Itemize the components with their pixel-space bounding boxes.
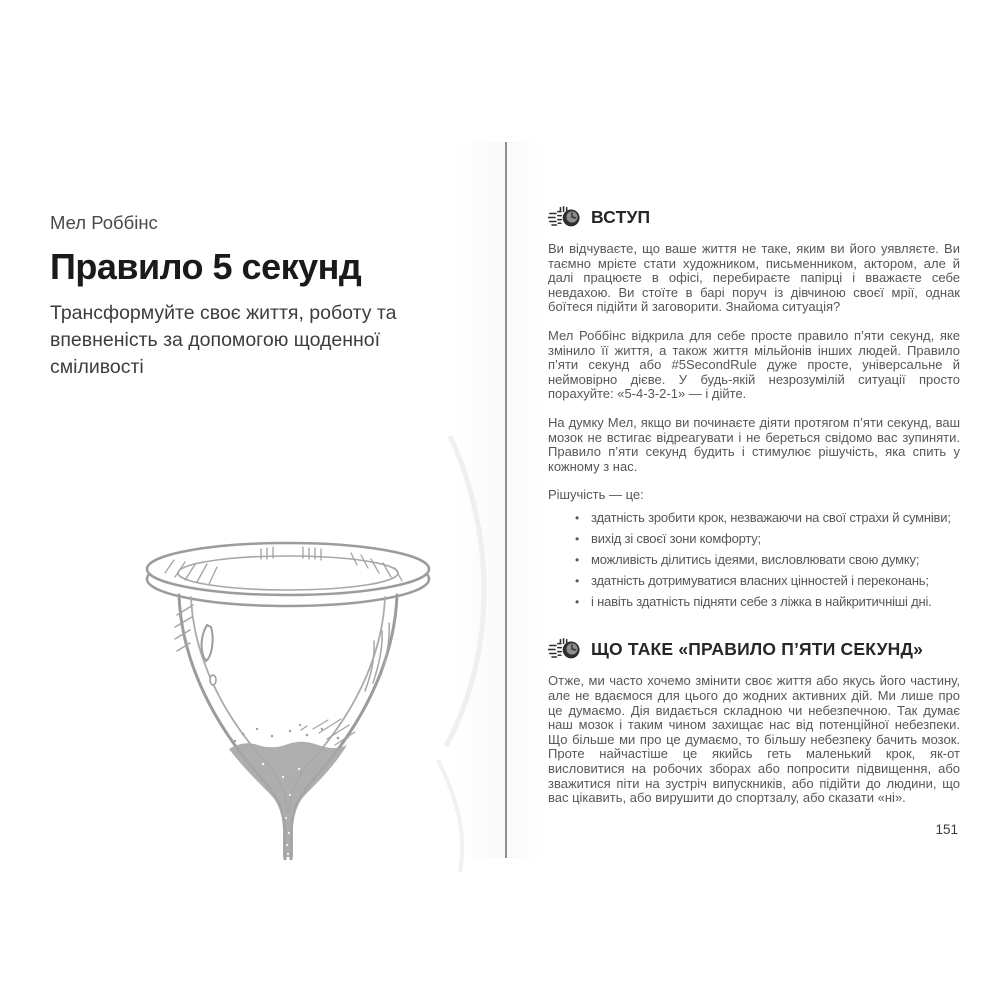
book-subtitle: Трансформуйте своє життя, роботу та впевненість за допомогою щоденної сміливості: [50, 301, 397, 378]
speeding-clock-icon: [548, 637, 580, 661]
left-page: [50, 212, 455, 381]
bullet-item: • вихід зі своєї зони комфорту;: [575, 532, 960, 547]
gutter-shade-right: [507, 142, 547, 858]
right-page: [548, 205, 960, 820]
bullet-item: • здатність дотримуватися власних цінностей і переконань;: [575, 574, 960, 589]
what-paragraph-1: Отже, ми часто хочемо змінити своє життя або якусь його частину, але не вдаємося для цього до жодних активних дій. Ми лише про це думаємо. Дія видається складною чи небезпечною. Так думає наш мозок і таким чином захищає нас від потенційної небезпеки. Що більше ми про це думаємо, то більшу небезпеку бачить мозок. Проте найчастіше це якийсь геть маленький крок, як-от висловитися на робочих зборах або попросити підвищення, або зважитися піти на зустріч випускників, або підійти до людини, що вас цікавить, або вирушити до спортзалу, або сказати «ні».: [548, 673, 960, 806]
intro-heading-label: ВСТУП: [591, 206, 651, 227]
bullet-item: • і навіть здатність підняти себе з ліжка в найкритичніші дні.: [575, 595, 960, 610]
decisiveness-bullet-list: [548, 511, 960, 610]
page-number: 151: [935, 822, 958, 837]
intro-paragraph-1: Ви відчуваєте, що ваше життя не таке, яким ви його уявляєте. Ви таємно мрієте стати художником, письменником, актором, але й далі працюєте в офісі, перебираєте папірці і вважаєте себе невдахою. Ви стоїте в барі поруч із дівчиною своєї мрії, однак боїтеся підійти й заговорити. Знайома ситуація?: [548, 241, 960, 315]
section-heading-intro: [548, 205, 960, 229]
bullet-item: • можливість ділитись ідеями, висловлювати свою думку;: [575, 553, 960, 568]
decisiveness-lead: Рішучість — це:: [548, 487, 644, 503]
bullet-item: • здатність зробити крок, незважаючи на свої страхи й сумніви;: [575, 511, 960, 526]
speeding-clock-icon: [548, 205, 580, 229]
intro-paragraph-3: На думку Мел, якщо ви починаєте діяти протягом п’яти секунд, ваш мозок не встигає відреагувати і не береться свідомо вас зупиняти. Правило п’яти секунд будить і стимулює рішучість, яка спить у кожному з нас.: [548, 414, 960, 474]
what-heading-label: ЩО ТАКЕ «ПРАВИЛО П’ЯТИ СЕКУНД»: [591, 638, 924, 659]
hourglass-illustration: [143, 533, 433, 860]
section-heading-what: [548, 637, 960, 661]
author-line: Мел Роббінс: [50, 212, 158, 233]
intro-paragraph-2: Мел Роббінс відкрила для себе просте правило п’яти секунд, яке змінило її життя, а також життя мільйонів інших людей. Правило п’яти секунд або #5SecondRule дуже просте, універсальне й неймовірно дієве. У будь-якій незрозумілій ситуації просто порахуйте: «5-4-3-2-1» — і дійте.: [548, 327, 960, 402]
book-title: Правило 5 секунд: [50, 246, 362, 287]
